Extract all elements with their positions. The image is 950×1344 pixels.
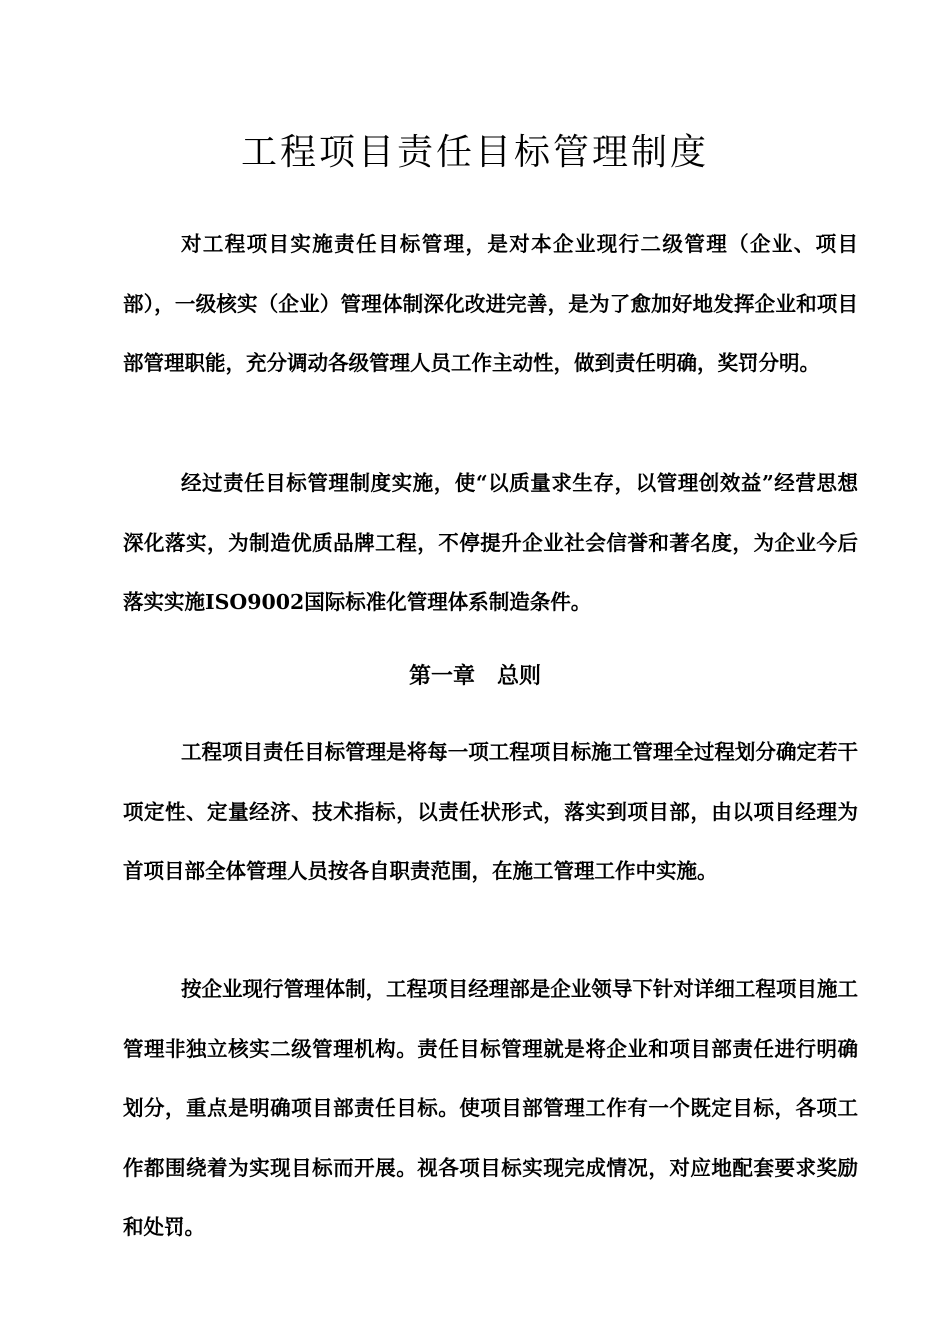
chapter-number: 第一章 [408,663,475,689]
chapter-heading [0,656,950,696]
intro-paragraph-1: 对工程项目实施责任目标管理，是对本企业现行二级管理（企业、项目部），一级核实（企业）管理体制深化改进完善，是为了愈加好地发挥企业和项目部管理职能，充分调动各级管理人员工作主动性，做到责任明确，奖罚分明。 [123,232,858,375]
chapter-paragraph-2: 按企业现行管理体制，工程项目经理部是企业领导下针对详细工程项目施工管理非独立核实二级管理机构。责任目标管理就是将企业和项目部责任进行明确划分，重点是明确项目部责任目标。使项目部管理工作有一个既定目标，各项工作都围绕着为实现目标而开展。视各项目标实现完成情况，对应地配套要求奖励和处罚。 [123,977,858,1239]
intro-paragraph-2: 经过责任目标管理制度实施，使“以质量求生存，以管理创效益”经营思想深化落实，为制造优质品牌工程，不停提升企业社会信誉和著名度，为企业今后落实实施ISO9002国际标准化管理体系制造条件。 [123,471,858,614]
document-title: 工程项目责任目标管理制度 [240,132,709,173]
chapter-title: 总则 [497,663,542,689]
chapter-paragraph-1: 工程项目责任目标管理是将每一项工程项目标施工管理全过程划分确定若干项定性、定量经济、技术指标，以责任状形式，落实到项目部，由以项目经理为首项目部全体管理人员按各自职责范围，在施工管理工作中实施。 [123,740,858,883]
